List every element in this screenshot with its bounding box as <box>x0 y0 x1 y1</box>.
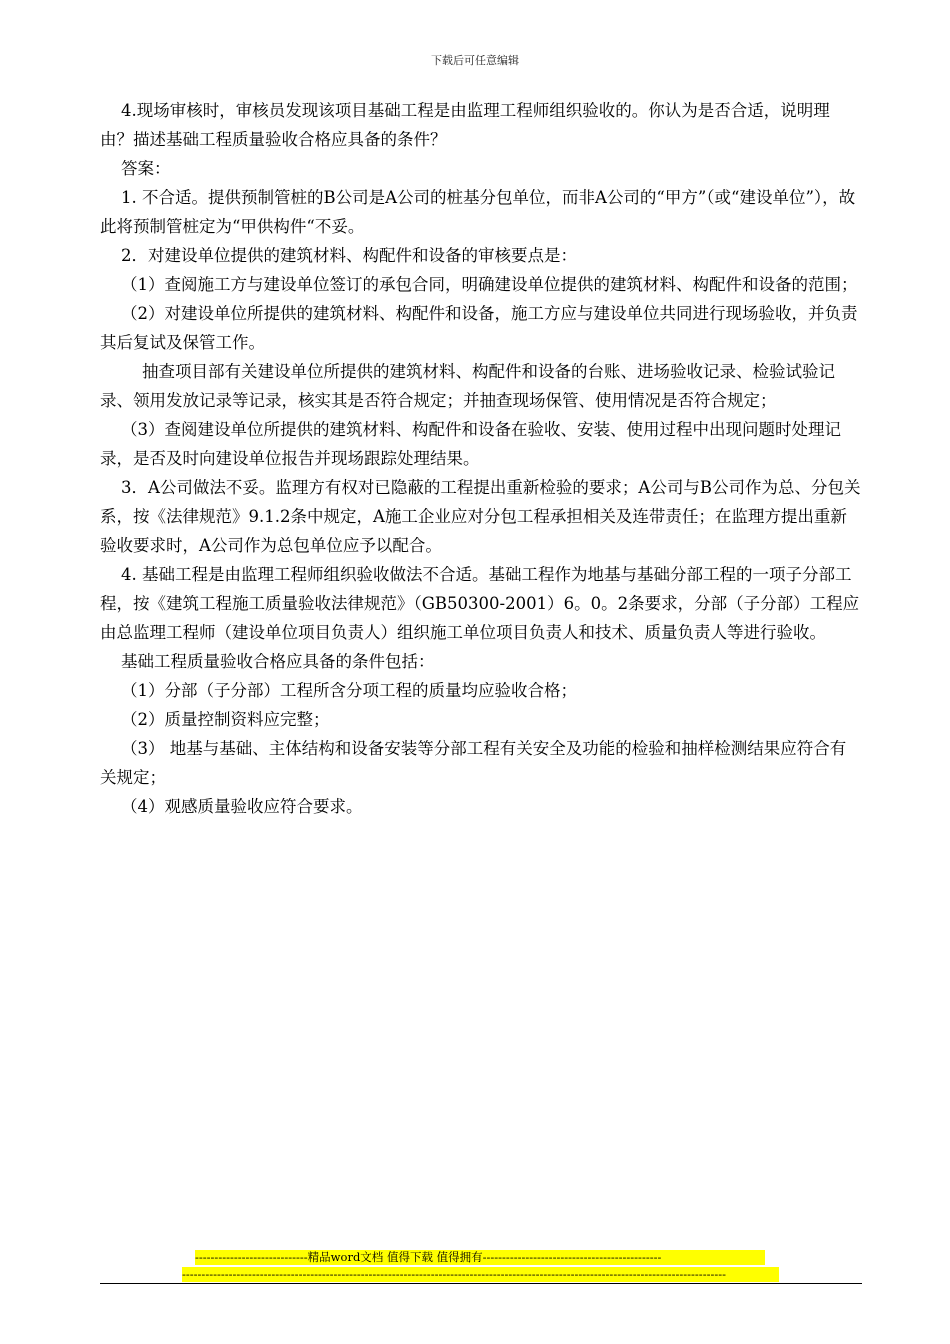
answer-3: 3．A公司做法不妥。监理方有权对已隐蔽的工程提出重新检验的要求；A公司与B公司作为总、分包关系，按《法律规范》9.1.2条中规定，A施工企业应对分包工程承担相关及连带责任；在监理方提出重新验收要求时，A公司作为总包单位应予以配合。 <box>100 478 861 555</box>
condition-1: （1）分部（子分部）工程所含分项工程的质量均应验收合格； <box>100 681 577 700</box>
answer-4: 4. 基础工程是由监理工程师组织验收做法不合适。基础工程作为地基与基础分部工程的一项子分部工程，按《建筑工程施工质量验收法律规范》（GB50300-2001）6。0。2条要求，分部（子分部）工程应由总监理工程师（建设单位项目负责人）组织施工单位项目负责人和技术、质量负责人等进行验收。 <box>100 565 860 642</box>
answer-2-item-2: （2）对建设单位所提供的建筑材料、构配件和设备，施工方应与建设单位共同进行现场验收，并负责其后复试及保管工作。 <box>100 304 858 352</box>
footer-dashes: -------------------------------------------------------------------------------------------------------------------------------------------- <box>182 1267 779 1282</box>
condition-4: （4）观感质量验收应符合要求。 <box>100 797 363 816</box>
document-body <box>100 96 862 821</box>
question-4: 4.现场审核时，审核员发现该项目基础工程是由监理工程师组织验收的。你认为是否合适，说明理由？描述基础工程质量验收合格应具备的条件？ <box>100 101 830 149</box>
answer-2-item-2-detail: 抽查项目部有关建设单位所提供的建筑材料、构配件和设备的台账、进场验收记录、检验试验记录、领用发放记录等记录，核实其是否符合规定；并抽查现场保管、使用情况是否符合规定； <box>100 362 835 410</box>
answer-heading: 答案： <box>100 159 171 178</box>
conditions-heading: 基础工程质量验收合格应具备的条件包括： <box>100 652 435 671</box>
footer-divider <box>100 1283 862 1284</box>
answer-2: 2．对建设单位提供的建筑材料、构配件和设备的审核要点是： <box>100 246 577 265</box>
page-header: 下载后可任意编辑 <box>431 54 519 67</box>
condition-2: （2）质量控制资料应完整； <box>100 710 330 729</box>
answer-2-item-3: （3）查阅建设单位所提供的建筑材料、构配件和设备在验收、安装、使用过程中出现问题时处理记录，是否及时向建设单位报告并现场跟踪处理结果。 <box>100 420 841 468</box>
condition-3: （3） 地基与基础、主体结构和设备安装等分部工程有关安全及功能的检验和抽样检测结果应符合有关规定； <box>100 739 847 787</box>
footer-banner: -----------------------------精品word文档 值得下载 值得拥有---------------------------------------------- <box>195 1250 765 1265</box>
answer-2-item-1: （1）查阅施工方与建设单位签订的承包合同，明确建设单位提供的建筑材料、构配件和设备的范围； <box>100 275 858 294</box>
answer-1: 1. 不合适。提供预制管桩的B公司是A公司的桩基分包单位，而非A公司的“甲方”（或“建设单位”），故此将预制管桩定为“甲供构件“不妥。 <box>100 188 856 236</box>
